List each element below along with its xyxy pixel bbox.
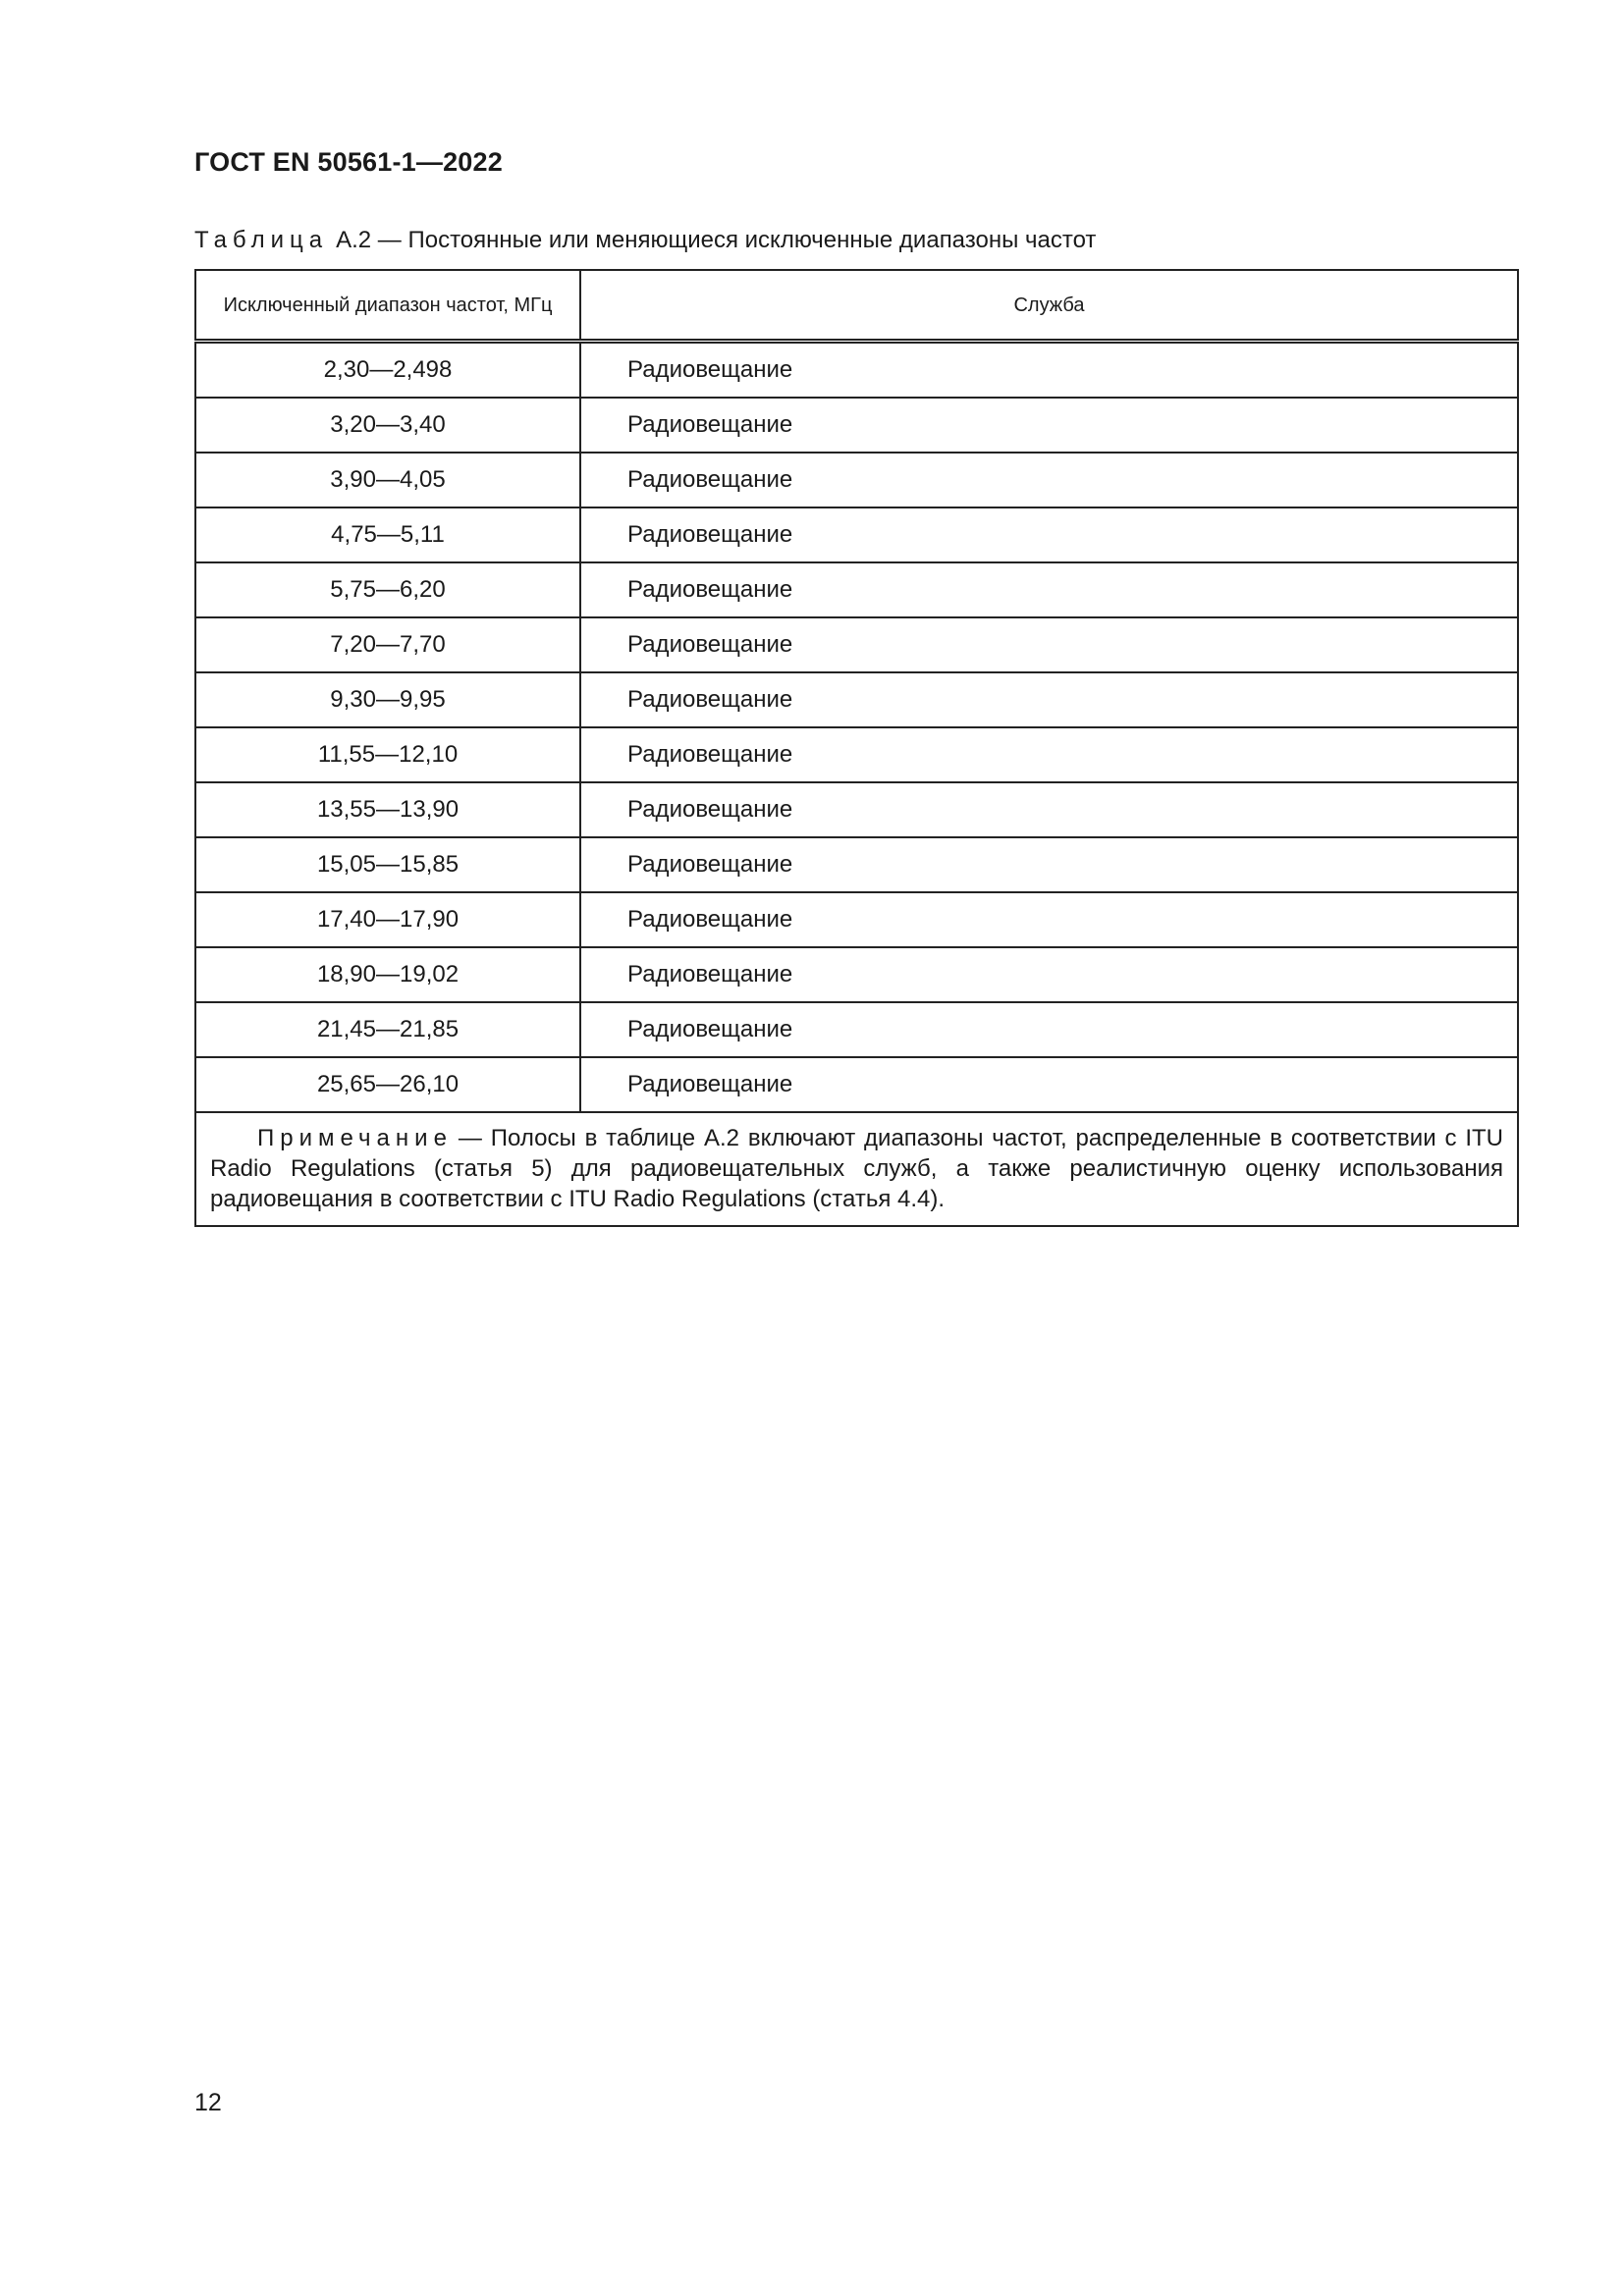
table-row [195, 837, 1518, 892]
frequency-range-cell: 13,55—13,90 [195, 782, 580, 837]
frequency-range-cell: 18,90—19,02 [195, 947, 580, 1002]
frequency-range-cell: 2,30—2,498 [195, 342, 580, 399]
frequency-range-cell: 3,90—4,05 [195, 453, 580, 507]
frequency-range-cell: 4,75—5,11 [195, 507, 580, 562]
table-row [195, 507, 1518, 562]
service-cell: Радиовещание [580, 342, 1518, 399]
table-row [195, 672, 1518, 727]
note-label: Примечание [257, 1125, 453, 1151]
table-caption-label: Таблица [194, 227, 329, 253]
table-row [195, 342, 1518, 399]
service-cell: Радиовещание [580, 617, 1518, 672]
column-header-range: Исключенный диапазон частот, МГц [195, 270, 580, 342]
frequency-range-cell: 15,05—15,85 [195, 837, 580, 892]
table-row [195, 947, 1518, 1002]
table-row [195, 782, 1518, 837]
note-text: — Полосы в таблице А.2 включают диапазоны частот, распределенные в соответствии с ITU Radio Regulations (статья 5) для радиовещательных служб, а также реалистичную оценку использования радиовещания в соответствии с ITU Radio Regulations (статья 4.4). [210, 1125, 1503, 1212]
service-cell: Радиовещание [580, 507, 1518, 562]
table-row [195, 453, 1518, 507]
table-row [195, 398, 1518, 453]
service-cell: Радиовещание [580, 453, 1518, 507]
page-number: 12 [194, 2089, 222, 2116]
table-row [195, 892, 1518, 947]
service-cell: Радиовещание [580, 837, 1518, 892]
table-note-row [195, 1112, 1518, 1226]
table-caption [194, 227, 1096, 254]
document-header: ГОСТ EN 50561-1—2022 [194, 147, 503, 177]
frequency-range-cell: 25,65—26,10 [195, 1057, 580, 1112]
frequency-range-cell: 5,75—6,20 [195, 562, 580, 617]
frequency-range-cell: 17,40—17,90 [195, 892, 580, 947]
table-note [195, 1112, 1518, 1226]
frequency-range-cell: 21,45—21,85 [195, 1002, 580, 1057]
service-cell: Радиовещание [580, 1002, 1518, 1057]
service-cell: Радиовещание [580, 672, 1518, 727]
table-row [195, 727, 1518, 782]
frequency-table [194, 269, 1519, 1227]
table-row [195, 562, 1518, 617]
table-row [195, 617, 1518, 672]
service-cell: Радиовещание [580, 947, 1518, 1002]
service-cell: Радиовещание [580, 892, 1518, 947]
service-cell: Радиовещание [580, 727, 1518, 782]
frequency-range-cell: 9,30—9,95 [195, 672, 580, 727]
table-row [195, 1057, 1518, 1112]
table-row [195, 1002, 1518, 1057]
frequency-range-cell: 3,20—3,40 [195, 398, 580, 453]
service-cell: Радиовещание [580, 562, 1518, 617]
frequency-range-cell: 11,55—12,10 [195, 727, 580, 782]
table-header-row [195, 270, 1518, 342]
service-cell: Радиовещание [580, 1057, 1518, 1112]
service-cell: Радиовещание [580, 782, 1518, 837]
table-caption-text: А.2 — Постоянные или меняющиеся исключенные диапазоны частот [336, 227, 1097, 253]
service-cell: Радиовещание [580, 398, 1518, 453]
frequency-range-cell: 7,20—7,70 [195, 617, 580, 672]
column-header-service: Служба [580, 270, 1518, 342]
table-body [195, 342, 1518, 1227]
